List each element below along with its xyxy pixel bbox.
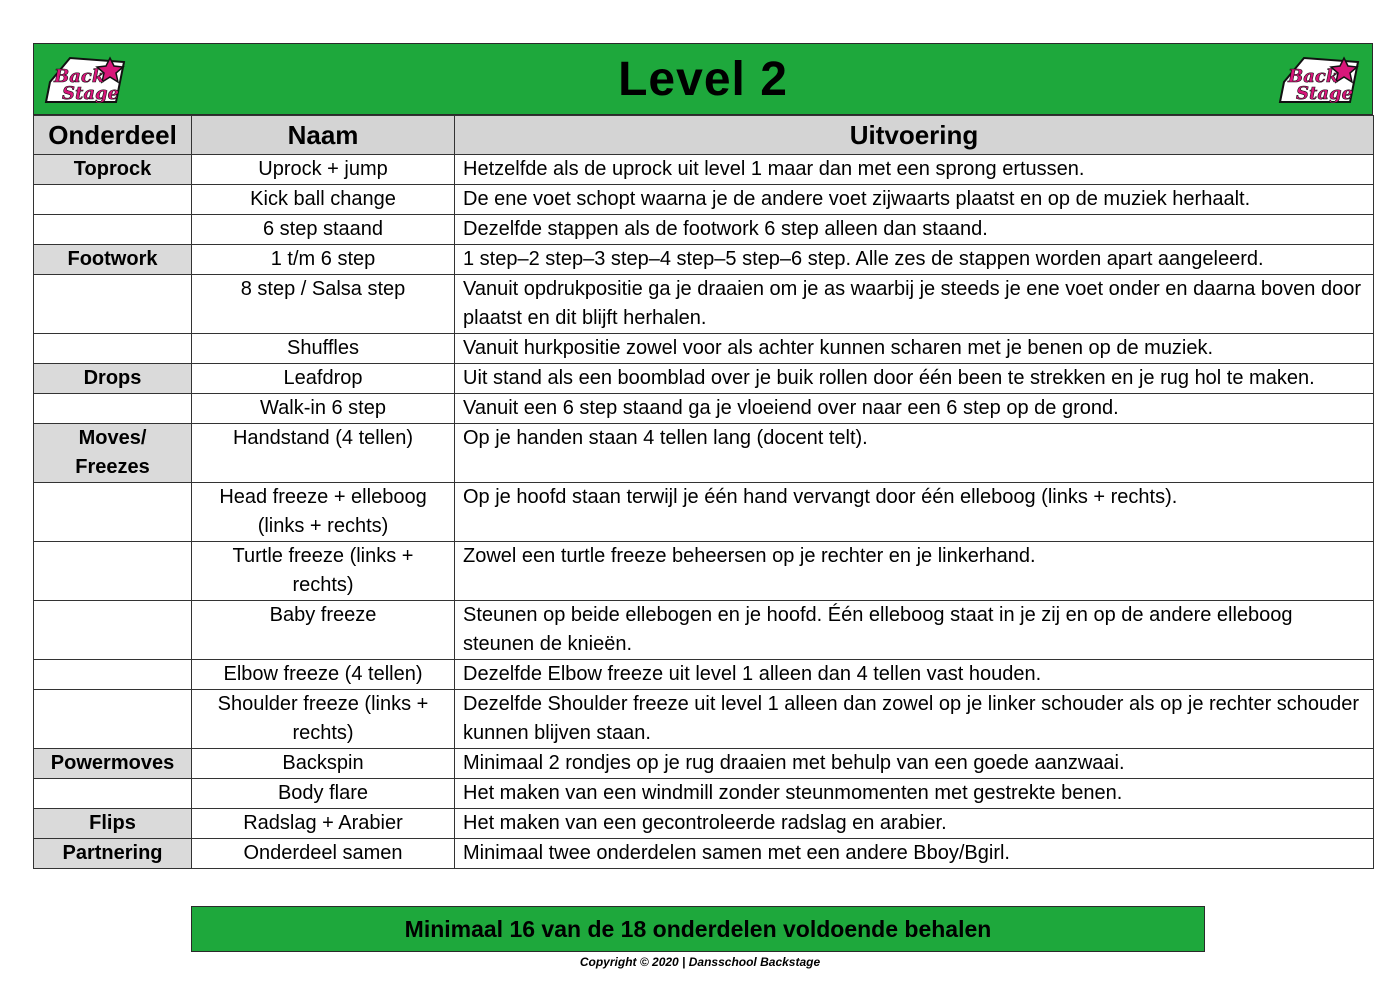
- uitvoering-cell: Vanuit een 6 step staand ga je vloeiend over naar een 6 step op de grond.: [455, 394, 1374, 424]
- uitvoering-cell: Minimaal twee onderdelen samen met een andere Bboy/Bgirl.: [455, 839, 1374, 869]
- header-uitvoering: Uitvoering: [455, 116, 1374, 155]
- uitvoering-cell: 1 step–2 step–3 step–4 step–5 step–6 step. Alle zes de stappen worden apart aangeleerd.: [455, 245, 1374, 275]
- backstage-logo: [1274, 52, 1366, 108]
- svg-text:Stage: Stage: [1296, 83, 1354, 104]
- category-cell: [34, 334, 192, 364]
- naam-cell: Elbow freeze (4 tellen): [192, 660, 455, 690]
- category-cell: [34, 275, 192, 334]
- uitvoering-cell: Op je handen staan 4 tellen lang (docent telt).: [455, 424, 1374, 483]
- table-row: [34, 275, 1374, 334]
- category-cell: [34, 215, 192, 245]
- table-row: [34, 690, 1374, 749]
- table-row: [34, 394, 1374, 424]
- naam-cell: Shuffles: [192, 334, 455, 364]
- naam-cell: 8 step / Salsa step: [192, 275, 455, 334]
- naam-cell: Head freeze + elleboog (links + rechts): [192, 483, 455, 542]
- uitvoering-cell: Vanuit hurkpositie zowel voor als achter kunnen scharen met je benen op de muziek.: [455, 334, 1374, 364]
- category-cell: [34, 542, 192, 601]
- category-cell: [34, 660, 192, 690]
- uitvoering-cell: Dezelfde Elbow freeze uit level 1 alleen dan 4 tellen vast houden.: [455, 660, 1374, 690]
- uitvoering-cell: Het maken van een windmill zonder steunmomenten met gestrekte benen.: [455, 779, 1374, 809]
- table-row: [34, 601, 1374, 660]
- naam-cell: Leafdrop: [192, 364, 455, 394]
- category-cell: Footwork: [34, 245, 192, 275]
- title-bar: [33, 43, 1373, 115]
- category-cell: Toprock: [34, 155, 192, 185]
- uitvoering-cell: Op je hoofd staan terwijl je één hand vervangt door één elleboog (links + rechts).: [455, 483, 1374, 542]
- uitvoering-cell: Het maken van een gecontroleerde radslag en arabier.: [455, 809, 1374, 839]
- category-cell: [34, 779, 192, 809]
- naam-cell: Uprock + jump: [192, 155, 455, 185]
- copyright-notice: Copyright © 2020 | Dansschool Backstage: [579, 955, 821, 969]
- uitvoering-cell: De ene voet schopt waarna je de andere voet zijwaarts plaatst en op de muziek herhaalt.: [455, 185, 1374, 215]
- category-cell: Flips: [34, 809, 192, 839]
- category-cell: [34, 601, 192, 660]
- naam-cell: Shoulder freeze (links + rechts): [192, 690, 455, 749]
- uitvoering-cell: Vanuit opdrukpositie ga je draaien om je as waarbij je steeds je ene voet onder en daarna boven door plaatst en dit blijft herhalen.: [455, 275, 1374, 334]
- uitvoering-cell: Minimaal 2 rondjes op je rug draaien met behulp van een goede aanzwaai.: [455, 749, 1374, 779]
- naam-cell: Turtle freeze (links + rechts): [192, 542, 455, 601]
- category-cell: Partnering: [34, 839, 192, 869]
- uitvoering-cell: Dezelfde stappen als de footwork 6 step alleen dan staand.: [455, 215, 1374, 245]
- naam-cell: Walk-in 6 step: [192, 394, 455, 424]
- category-cell: [34, 185, 192, 215]
- header-onderdeel: Onderdeel: [34, 116, 192, 155]
- table-row: [34, 185, 1374, 215]
- table-row: [34, 483, 1374, 542]
- table-row: [34, 155, 1374, 185]
- category-cell: Powermoves: [34, 749, 192, 779]
- level-sheet: [33, 43, 1373, 869]
- svg-text:Stage: Stage: [62, 83, 120, 104]
- naam-cell: Onderdeel samen: [192, 839, 455, 869]
- table-row: [34, 245, 1374, 275]
- requirements-table: [33, 115, 1374, 869]
- table-row: [34, 660, 1374, 690]
- table-row: [34, 809, 1374, 839]
- table-header-row: [34, 116, 1374, 155]
- naam-cell: Radslag + Arabier: [192, 809, 455, 839]
- svg-text:Back: Back: [54, 66, 105, 87]
- category-cell: Moves/ Freezes: [34, 424, 192, 483]
- uitvoering-cell: Hetzelfde als de uprock uit level 1 maar dan met een sprong ertussen.: [455, 155, 1374, 185]
- uitvoering-cell: Dezelfde Shoulder freeze uit level 1 alleen dan zowel op je linker schouder als op je rechter schouder kunnen blijven staan.: [455, 690, 1374, 749]
- naam-cell: Kick ball change: [192, 185, 455, 215]
- naam-cell: Baby freeze: [192, 601, 455, 660]
- table-row: [34, 334, 1374, 364]
- naam-cell: 1 t/m 6 step: [192, 245, 455, 275]
- category-cell: [34, 394, 192, 424]
- category-cell: Drops: [34, 364, 192, 394]
- category-cell: [34, 483, 192, 542]
- naam-cell: Handstand (4 tellen): [192, 424, 455, 483]
- table-row: [34, 215, 1374, 245]
- table-row: [34, 424, 1374, 483]
- uitvoering-cell: Uit stand als een boomblad over je buik rollen door één been te strekken en je rug hol te maken.: [455, 364, 1374, 394]
- table-row: [34, 779, 1374, 809]
- uitvoering-cell: Zowel een turtle freeze beheersen op je rechter en je linkerhand.: [455, 542, 1374, 601]
- backstage-logo: [40, 52, 132, 108]
- svg-text:Back: Back: [1288, 66, 1339, 87]
- header-naam: Naam: [192, 116, 455, 155]
- naam-cell: 6 step staand: [192, 215, 455, 245]
- page-title: Level 2: [618, 52, 788, 106]
- table-row: [34, 364, 1374, 394]
- naam-cell: Backspin: [192, 749, 455, 779]
- naam-cell: Body flare: [192, 779, 455, 809]
- table-row: [34, 749, 1374, 779]
- table-row: [34, 839, 1374, 869]
- table-row: [34, 542, 1374, 601]
- uitvoering-cell: Steunen op beide ellebogen en je hoofd. Één elleboog staat in je zij en op de andere elleboog steunen de knieën.: [455, 601, 1374, 660]
- category-cell: [34, 690, 192, 749]
- requirement-footer: Minimaal 16 van de 18 onderdelen voldoende behalen: [191, 906, 1205, 952]
